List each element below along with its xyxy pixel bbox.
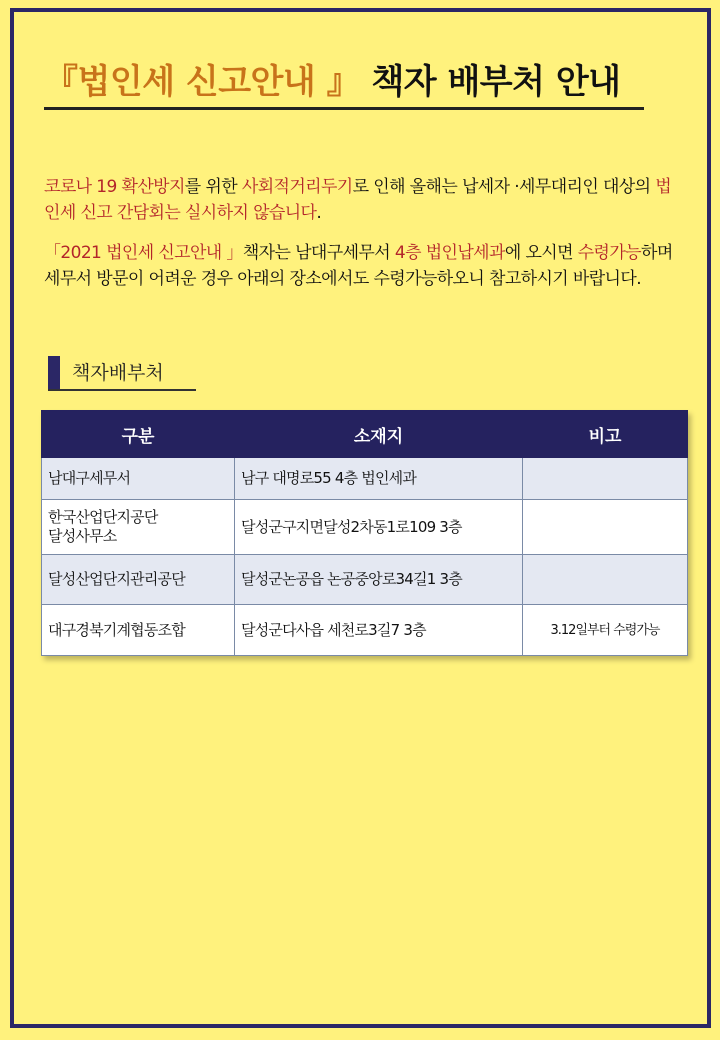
notice-paragraph-2 — [44, 240, 684, 292]
section-heading: 책자배부처 — [72, 362, 164, 384]
table-row — [42, 458, 688, 500]
header-location: 소재지 — [235, 411, 523, 458]
cell-address: 달성군논공읍 논공중앙로34길1 3층 — [235, 555, 523, 605]
text-segment: 에 오시면 — [504, 243, 578, 263]
highlight-booklet: 「2021 법인세 신고안내 」 — [44, 243, 243, 263]
notice-paragraph-1 — [44, 174, 684, 226]
text-segment: 로 인해 올해는 납세자 ·세무대리인 대상의 — [352, 177, 656, 197]
text-segment: 하며 세무서 방문이 어려운 경우 아래의 장소에서도 수령가능하오니 참고하시기 바랍니다. — [44, 243, 673, 289]
text-segment: 책자는 남대구세무서 — [242, 243, 395, 263]
table-row — [42, 605, 688, 656]
cell-address: 달성군다사읍 세천로3길7 3층 — [235, 605, 523, 656]
cell-name: 남대구세무서 — [42, 458, 235, 500]
table-row — [42, 500, 688, 555]
cell-note — [523, 458, 688, 500]
cell-name: 달성산업단지관리공단 — [42, 555, 235, 605]
text-segment: . — [316, 203, 322, 223]
table-header-row — [42, 411, 688, 458]
header-note: 비고 — [523, 411, 688, 458]
cell-note — [523, 555, 688, 605]
table-row — [42, 555, 688, 605]
distribution-table — [41, 410, 688, 656]
highlight-distancing: 사회적거리두기 — [241, 177, 353, 197]
highlight-covid: 코로나 19 확산방지 — [44, 177, 185, 197]
title-subject: 책자 배부처 안내 — [371, 62, 621, 102]
highlight-no-meeting: 법인세 신고 간담회는 실시하지 않습니다 — [44, 177, 672, 223]
cell-address: 달성군구지면달성2차동1로109 3층 — [235, 500, 523, 555]
page-title — [44, 54, 644, 106]
highlight-available: 수령가능 — [577, 243, 642, 263]
section-marker — [48, 356, 60, 390]
text-segment: 를 위한 — [184, 177, 242, 197]
section-underline — [48, 389, 196, 391]
cell-note — [523, 500, 688, 555]
highlight-floor: 4층 법인납세과 — [394, 243, 505, 263]
title-booklet-name: 『법인세 신고안내 』 — [44, 62, 361, 102]
cell-name: 대구경북기계협동조합 — [42, 605, 235, 656]
title-underline — [44, 107, 644, 110]
cell-note: 3.12일부터 수령가능 — [523, 605, 688, 656]
cell-address: 남구 대명로55 4층 법인세과 — [235, 458, 523, 500]
cell-name: 한국산업단지공단 달성사무소 — [42, 500, 235, 555]
header-category: 구분 — [42, 411, 235, 458]
